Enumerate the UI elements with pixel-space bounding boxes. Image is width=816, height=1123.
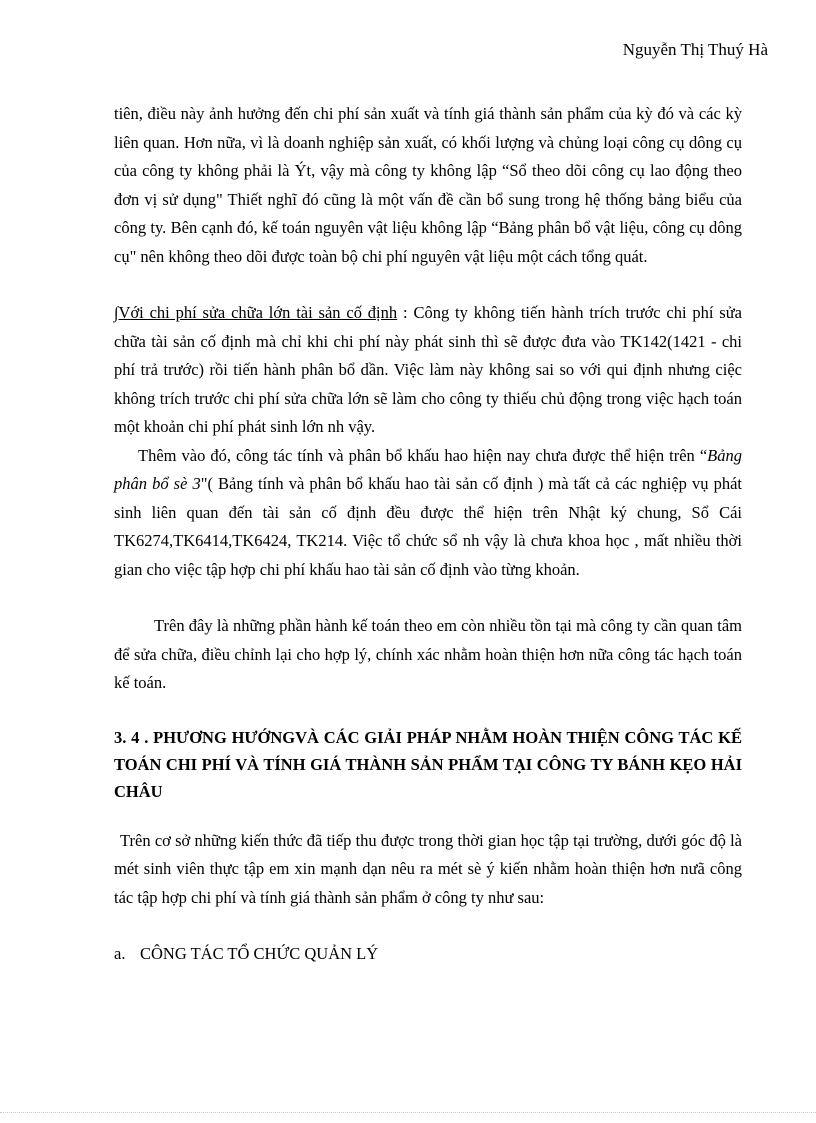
page-header-author: Nguyễn Thị Thuý Hà bbox=[622, 40, 768, 59]
paragraph-summary: Trên đây là những phần hành kế toán theo em còn nhiều tồn tại mà công ty cần quan tâm để sửa chữa, điều chỉnh lại cho hợp lý, chính xác nhằm hoàn thiện hơn nữa công tác hạch toán kế toán. bbox=[114, 616, 742, 692]
page-bottom-divider bbox=[0, 1112, 816, 1113]
integral-marker: ∫ bbox=[114, 303, 119, 322]
paragraph-intro-solutions: Trên cơ sở những kiến thức đã tiếp thu được trong thời gian học tập tại trường, dưới góc độ là mét sinh viên thực tập em xin mạnh dạn nêu ra mét sè ý kiến nhằm hoàn thiện hơn nưã công tác tập hợp chi phí và tính giá thành sản phẩm ở công ty như sau: bbox=[114, 830, 742, 907]
paragraph-depreciation bbox=[114, 442, 742, 585]
paragraph-tools-ledger: tiên, điều này ảnh hưởng đến chi phí sản xuất và tính giá thành sản phẩm của kỳ đó và các kỳ liên quan. Hơn nữa, vì là doanh nghiệp sản xuất, có khối lượng và chủng loại công cụ dông cụ của công ty không phải là Ýt, vậy mà công ty không lập “Sổ theo dõi công cụ lao động theo đơn vị sử dụng" Thiết nghĩ đó cũng là một vấn đề cần bổ sung trong hệ thống bảng biểu của công ty. Bên cạnh đó, kế toán nguyên vật liệu không lập “Bảng phân bổ vật liệu, công cụ dông cụ" nên không theo dõi được toàn bộ chi phí nguyên vật liệu một cách tổng quát. bbox=[114, 104, 742, 266]
repair-costs-text: : Công ty không tiến hành trích trước chi phí sửa chữa tài sản cố định mà chỉ khi chi phí này phát sinh thì sẽ được đưa vào TK142(1421 - chi phí trả trước) rồi tiến hành phân bổ dần. Việc làm này không sai so với qui định nhưng ciệc không trích trước chi phí sửa chữa lớn sẽ làm cho công ty thiếu chủ động trong việc hạch toán một khoản chi phí phát sinh lớn nh vậy. bbox=[114, 303, 742, 436]
subsection-a-title: CÔNG TÁC TỔ CHỨC QUẢN LÝ bbox=[140, 944, 379, 963]
subsection-a-label: a. bbox=[114, 944, 126, 963]
paragraph-repair-costs bbox=[114, 299, 742, 442]
depreciation-text-a: Thêm vào đó, công tác tính và phân bổ khấu hao hiện nay chưa được thể hiện trên “ bbox=[138, 445, 708, 465]
section-heading-3-4: 3. 4 . PHƯƠNG HƯỚNGVÀ CÁC GIẢI PHÁP NHẰM HOÀN THIỆN CÔNG TÁC KẾ TOÁN CHI PHÍ VÀ TÍNH GIÁ THÀNH SẢN PHẨM TẠI CÔNG TY BÁNH KẸO HẢI CHÂU bbox=[114, 727, 742, 801]
depreciation-text-b: "( Bảng tính và phân bổ khấu hao tài sản cố định ) mà tất cả các nghiệp vụ phát sinh liên quan đến tài sản cố định đều được thể hiện trên Nhật ký chung, Sổ Cái TK6274,TK6414,TK6424, TK214. Việc tổ chức sổ nh vậy là chưa khoa học , mất nhiều thời gian cho việc tập hợp chi phí khấu hao tài sản cố định vào từng khoản. bbox=[114, 474, 742, 579]
repair-costs-lead: Với chi phí sửa chữa lớn tài sản cố định bbox=[118, 303, 398, 322]
allocation-table-ref: Bảng phân bổ sè 3 bbox=[114, 445, 742, 493]
document-body bbox=[114, 100, 742, 969]
subsection-a bbox=[114, 940, 742, 969]
